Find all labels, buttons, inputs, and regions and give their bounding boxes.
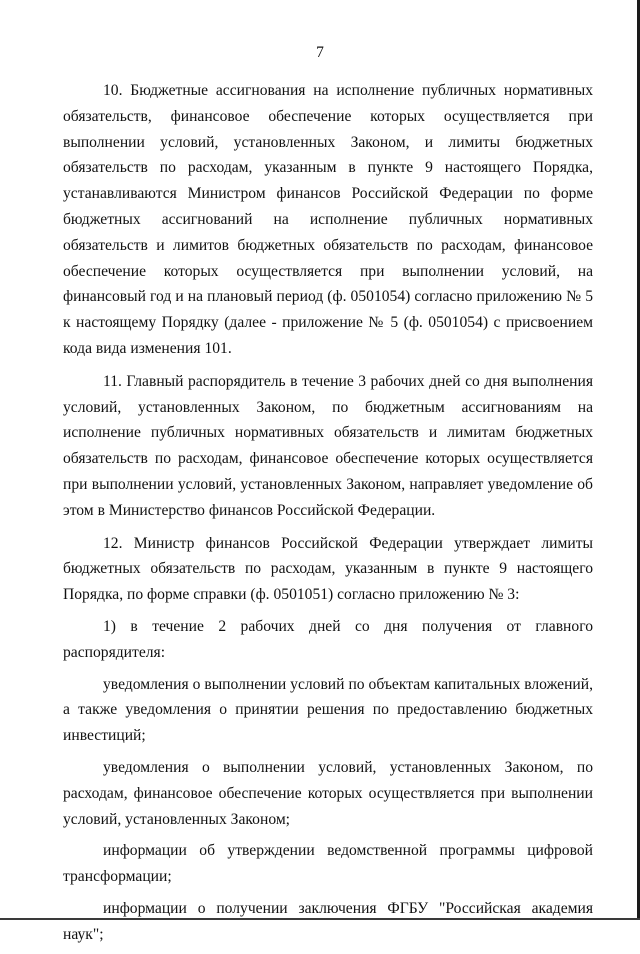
list-item-conditions-notice: уведомления о выполнении условий, установленных Законом, по расходам, финансовое обеспечение которых осуществляется при выполнении условий, установленных Законом;: [63, 758, 593, 828]
list-item-academy-conclusion: информации о получении заключения ФГБУ "Российская академия наук";: [63, 899, 593, 943]
paragraph-12: 12. Министр финансов Российской Федерации утверждает лимиты бюджетных обязательств по расходам, указанным в пункте 9 настоящего Порядка, по форме справки (ф. 0501051) согласно приложению № 3:: [63, 534, 593, 604]
subitem-1: 1) в течение 2 рабочих дней со дня получения от главного распорядителя:: [63, 617, 593, 661]
document-body: [63, 78, 593, 954]
list-item-capital-investments: уведомления о выполнении условий по объектам капитальных вложений, а также уведомления о принятии решения по предоставлению бюджетных инвестиций;: [63, 675, 593, 745]
list-item-digital-transformation: информации об утверждении ведомственной программы цифровой трансформации;: [63, 842, 593, 886]
paragraph-11: 11. Главный распорядитель в течение 3 рабочих дней со дня выполнения условий, установленных Законом, по бюджетным ассигнованиям на исполнение публичных нормативных обязательств и лимитам бюджетных обязательств по расходам, финансовое обеспечение которых осуществляется при выполнении условий, установленных Законом, направляет уведомление об этом в Министерство финансов Российской Федерации.: [63, 372, 593, 519]
page-number: 7: [316, 44, 324, 61]
scan-edge-bottom: [0, 918, 640, 920]
paragraph-10: 10. Бюджетные ассигнования на исполнение публичных нормативных обязательств, финансовое обеспечение которых осуществляется при выполнении условий, установленных Законом, и лимиты бюджетных обязательств по расходам, указанным в пункте 9 настоящего Порядка, устанавливаются Министром финансов Российской Федерации по форме бюджетных ассигнований на исполнение публичных нормативных обязательств и лимитов бюджетных обязательств по расходам, финансовое обеспечение которых осуществляется при выполнении условий, на финансовый год и на плановый период (ф. 0501054) согласно приложению № 5 к настоящему Порядку (далее - приложение № 5 (ф. 0501054) с присвоением кода вида изменения 101.: [63, 82, 593, 357]
